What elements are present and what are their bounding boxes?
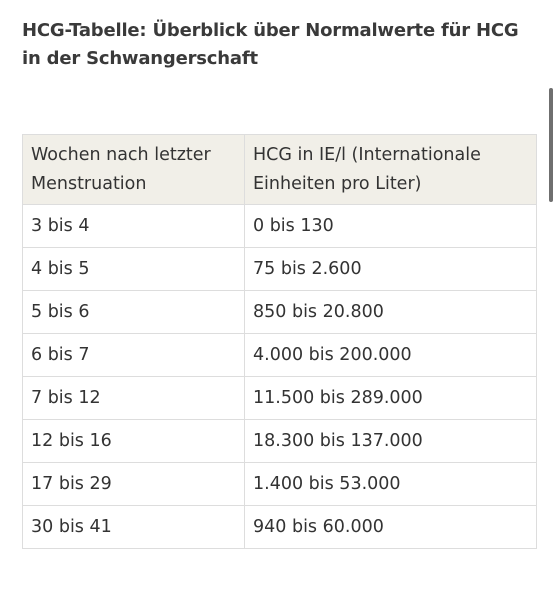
cell-hcg-range: 850 bis 20.800 [245, 291, 537, 334]
table-row [23, 463, 537, 506]
cell-hcg-range: 11.500 bis 289.000 [245, 377, 537, 420]
hcg-table [22, 134, 537, 549]
table-row [23, 205, 537, 248]
cell-weeks: 5 bis 6 [23, 291, 245, 334]
scrollbar-thumb[interactable] [549, 88, 553, 202]
table-row [23, 506, 537, 549]
table-row [23, 291, 537, 334]
cell-hcg-range: 1.400 bis 53.000 [245, 463, 537, 506]
cell-weeks: 12 bis 16 [23, 420, 245, 463]
table-row [23, 248, 537, 291]
table-header-row [23, 135, 537, 205]
column-header-hcg: HCG in IE/l (Internationale Einheiten pro Liter) [245, 135, 537, 205]
cell-weeks: 4 bis 5 [23, 248, 245, 291]
cell-weeks: 3 bis 4 [23, 205, 245, 248]
cell-weeks: 17 bis 29 [23, 463, 245, 506]
cell-hcg-range: 75 bis 2.600 [245, 248, 537, 291]
cell-weeks: 30 bis 41 [23, 506, 245, 549]
cell-weeks: 6 bis 7 [23, 334, 245, 377]
table-row [23, 334, 537, 377]
cell-hcg-range: 18.300 bis 137.000 [245, 420, 537, 463]
column-header-weeks: Wochen nach letzter Menstruation [23, 135, 245, 205]
cell-hcg-range: 940 bis 60.000 [245, 506, 537, 549]
table-row [23, 377, 537, 420]
cell-weeks: 7 bis 12 [23, 377, 245, 420]
page-heading: HCG-Tabelle: Überblick über Normalwerte für HCG in der Schwangerschaft [22, 20, 519, 69]
cell-hcg-range: 4.000 bis 200.000 [245, 334, 537, 377]
table-row [23, 420, 537, 463]
cell-hcg-range: 0 bis 130 [245, 205, 537, 248]
